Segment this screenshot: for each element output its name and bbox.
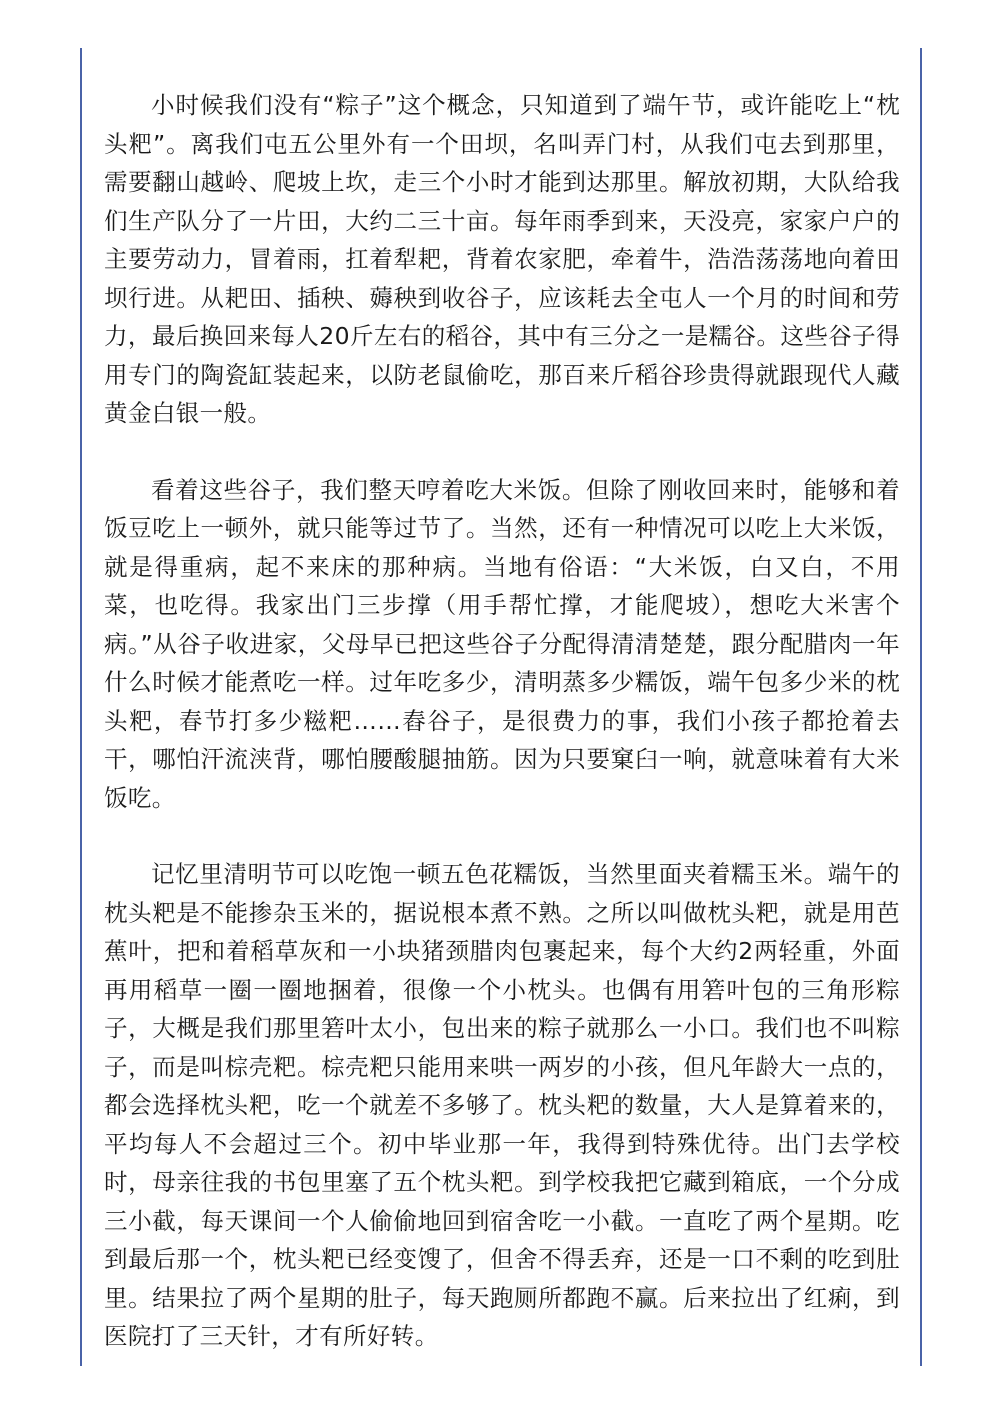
right-border-line — [920, 48, 922, 1366]
paragraph-1: 小时候我们没有“粽子”这个概念，只知道到了端午节，或许能吃上“枕头粑”。离我们屯五公里外有一个田坝，名叫弄门村，从我们屯去到那里，需要翻山越岭、爬坡上坎，走三个小时才能到达那里。解放初期，大队给我们生产队分了一片田，大约二三十亩。每年雨季到来，天没亮，家家户户的主要劳动力，冒着雨，扛着犁耙，背着农家肥，牵着牛，浩浩荡荡地向着田坝行进。从耙田、插秧、薅秧到收谷子，应该耗去全屯人一个月的时间和劳力，最后换回来每人20斤左右的稻谷，其中有三分之一是糯谷。这些谷子得用专门的陶瓷缸装起来，以防老鼠偷吃，那百来斤稻谷珍贵得就跟现代人藏黄金白银一般。 — [104, 91, 900, 427]
left-border-line — [80, 48, 82, 1366]
paragraph-2: 看着这些谷子，我们整天哼着吃大米饭。但除了刚收回来时，能够和着饭豆吃上一顿外，就只能等过节了。当然，还有一种情况可以吃上大米饭，就是得重病，起不来床的那种病。当地有俗语：“大米饭，白又白，不用菜，也吃得。我家出门三步撑（用手帮忙撑，才能爬坡），想吃大米害个病。”从谷子收进家，父母早已把这些谷子分配得清清楚楚，跟分配腊肉一年什么时候才能煮吃一样。过年吃多少，清明蒸多少糯饭，端午包多少米的枕头粑，春节打多少糍粑……舂谷子，是很费力的事，我们小孩子都抢着去干，哪怕汗流浃背，哪怕腰酸腿抽筋。因为只要窠臼一响，就意味着有大米饭吃。 — [104, 475, 900, 812]
paragraph-3: 记忆里清明节可以吃饱一顿五色花糯饭，当然里面夹着糯玉米。端午的枕头粑是不能掺杂玉米的，据说根本煮不熟。之所以叫做枕头粑，就是用芭蕉叶，把和着稻草灰和一小块猪颈腊肉包裹起来，每个大约2两轻重，外面再用稻草一圈一圈地捆着，很像一个小枕头。也偶有用箬叶包的三角形粽子，大概是我们那里箬叶太小，包出来的粽子就那么一小口。我们也不叫粽子，而是叫棕壳粑。棕壳粑只能用来哄一两岁的小孩，但凡年龄大一点的，都会选择枕头粑，吃一个就差不多够了。枕头粑的数量，大人是算着来的，平均每人不会超过三个。初中毕业那一年，我得到特殊优待。出门去学校时，母亲往我的书包里塞了五个枕头粑。到学校我把它藏到箱底，一个分成三小截，每天课间一个人偷偷地回到宿舍吃一小截。一直吃了两个星期。吃到最后那一个，枕头粑已经变馊了，但舍不得丢弃，还是一口不剩的吃到肚里。结果拉了两个星期的肚子，每天跑厕所都跑不赢。后来拉出了红痢，到医院打了三天针，才有所好转。 — [104, 860, 900, 1350]
article-body — [104, 86, 900, 1356]
